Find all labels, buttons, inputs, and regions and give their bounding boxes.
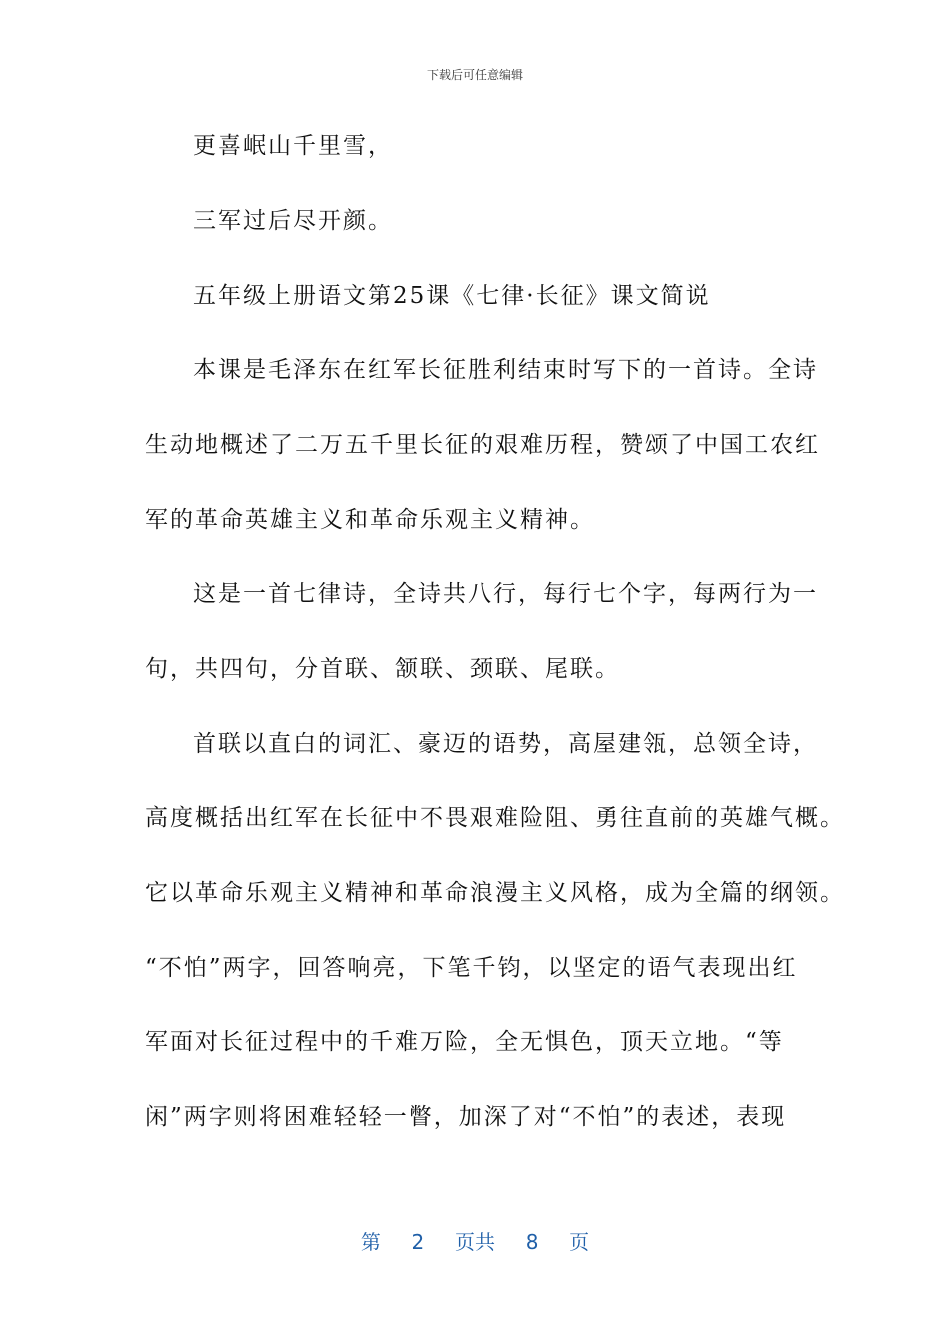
text-line: “不怕”两字，回答响亮，下笔千钧，以坚定的语气表现出红 bbox=[145, 955, 798, 981]
text-line: 本课是毛泽东在红军长征胜利结束时写下的一首诗。全诗 bbox=[193, 357, 818, 383]
text-line: 军的革命英雄主义和革命乐观主义精神。 bbox=[145, 507, 595, 533]
footer-prefix: 第 bbox=[360, 1230, 381, 1254]
text-line: 更喜岷山千里雪， bbox=[193, 133, 393, 159]
footer-suffix: 页 bbox=[569, 1230, 590, 1254]
text-line: 这是一首七律诗，全诗共八行，每行七个字，每两行为一 bbox=[193, 581, 818, 607]
total-pages-number: 8 bbox=[525, 1230, 539, 1254]
current-page-number: 2 bbox=[411, 1230, 425, 1254]
text-line: 闲”两字则将困难轻轻一瞥，加深了对“不怕”的表述，表现 bbox=[145, 1104, 787, 1130]
text-line: 高度概括出红军在长征中不畏艰难险阻、勇往直前的英雄气概。 bbox=[145, 805, 845, 831]
text-line: 生动地概述了二万五千里长征的艰难历程，赞颂了中国工农红 bbox=[145, 432, 820, 458]
text-line: 军面对长征过程中的千难万险，全无惧色，顶天立地。“等 bbox=[145, 1029, 784, 1055]
text-line: 三军过后尽开颜。 bbox=[193, 208, 393, 234]
text-line: 它以革命乐观主义精神和革命浪漫主义风格，成为全篇的纲领。 bbox=[145, 880, 845, 906]
header-note: 下载后可任意编辑 bbox=[426, 68, 523, 82]
page-footer bbox=[0, 1226, 950, 1255]
footer-middle: 页共 bbox=[455, 1230, 495, 1254]
section-heading: 五年级上册语文第25课《七律·长征》课文简说 bbox=[193, 283, 711, 309]
text-line: 句，共四句，分首联、颔联、颈联、尾联。 bbox=[145, 656, 620, 682]
text-line: 首联以直白的词汇、豪迈的语势，高屋建瓴，总领全诗， bbox=[193, 731, 818, 757]
